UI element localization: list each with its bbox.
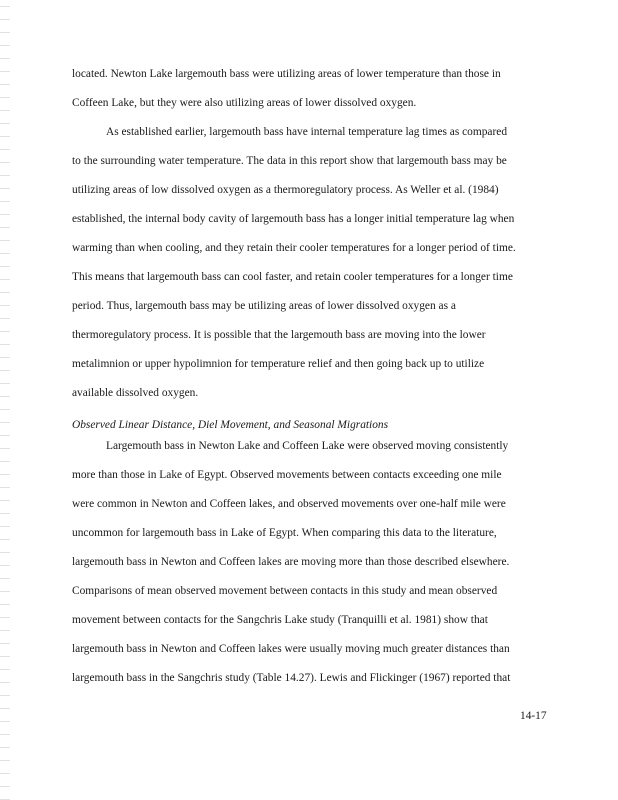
text-line: Comparisons of mean observed movement between contacts in this study and mean observed — [72, 585, 498, 597]
text-line: Coffeen Lake, but they were also utilizing areas of lower dissolved oxygen. — [72, 97, 417, 109]
text-line: largemouth bass in the Sangchris study (Table 14.27). Lewis and Flickinger (1967) reported that — [72, 672, 511, 684]
text-line: metalimnion or upper hypolimnion for temperature relief and then going back up to utilize — [72, 358, 485, 370]
text-line: This means that largemouth bass can cool faster, and retain cooler temperatures for a longer time — [72, 271, 513, 283]
scan-edge-artifact — [0, 0, 10, 800]
text-line: to the surrounding water temperature. The data in this report show that largemouth bass may be — [72, 155, 507, 167]
text-line: utilizing areas of low dissolved oxygen as a thermoregulatory process. As Weller et al. (1984) — [72, 184, 499, 196]
text-line: movement between contacts for the Sangchris Lake study (Tranquilli et al. 1981) show that — [72, 614, 488, 626]
text-line: available dissolved oxygen. — [72, 387, 199, 399]
text-line: Largemouth bass in Newton Lake and Coffeen Lake were observed moving consistently — [106, 440, 509, 452]
text-line: thermoregulatory process. It is possible that the largemouth bass are moving into the lower — [72, 329, 486, 341]
text-line: more than those in Lake of Egypt. Observed movements between contacts exceeding one mile — [72, 469, 502, 481]
text-line: period. Thus, largemouth bass may be utilizing areas of lower dissolved oxygen as a — [72, 300, 456, 312]
section-heading: Observed Linear Distance, Diel Movement, and Seasonal Migrations — [72, 419, 389, 431]
page-number: 14-17 — [520, 710, 547, 722]
text-line: established, the internal body cavity of largemouth bass has a longer initial temperature lag when — [72, 213, 515, 225]
text-line: largemouth bass in Newton and Coffeen lakes are moving more than those described elsewhere. — [72, 556, 510, 568]
text-line: were common in Newton and Coffeen lakes, and observed movements over one-half mile were — [72, 498, 506, 510]
text-line: As established earlier, largemouth bass have internal temperature lag times as compared — [106, 126, 508, 138]
text-line: uncommon for largemouth bass in Lake of Egypt. When comparing this data to the literature, — [72, 527, 497, 539]
text-line: located. Newton Lake largemouth bass were utilizing areas of lower temperature than those in — [72, 68, 501, 80]
text-line: largemouth bass in Newton and Coffeen lakes were usually moving much greater distances than — [72, 643, 510, 655]
text-line: warming than when cooling, and they retain their cooler temperatures for a longer period of time. — [72, 242, 516, 254]
